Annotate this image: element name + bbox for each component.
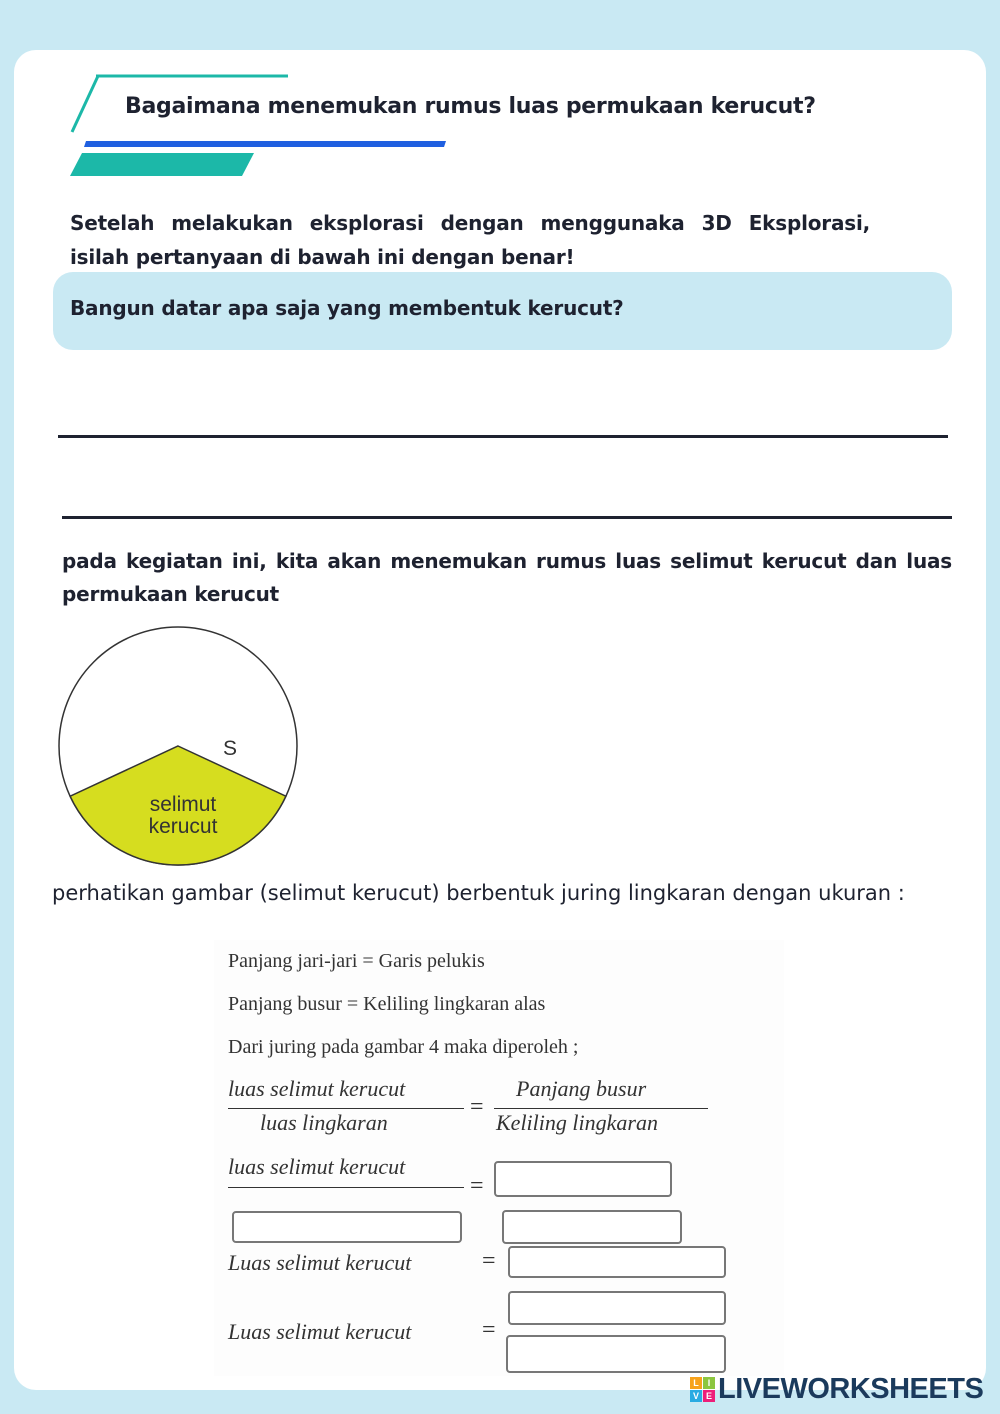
title-decoration <box>0 0 460 180</box>
deco-teal-bar <box>70 153 254 176</box>
frac-equals-2: = <box>470 1173 484 1199</box>
frac3-numerator: luas selimut kerucut <box>228 1154 406 1179</box>
question-box <box>53 272 952 350</box>
frac1-bar <box>228 1108 464 1109</box>
answer-box-denominator-left[interactable] <box>232 1211 462 1243</box>
deco-teal-slant <box>72 76 98 132</box>
answer-box-result-2-bottom[interactable] <box>506 1335 726 1373</box>
brand-text: LIVEWORKSHEETS <box>718 1373 984 1405</box>
frac3-bar <box>228 1187 464 1188</box>
frac2-numerator: Panjang busur <box>516 1076 647 1101</box>
cone-net-figure <box>50 622 310 872</box>
question-text: Bangun datar apa saja yang membentuk kerucut? <box>70 296 624 320</box>
logo-tile-4: E <box>703 1390 715 1402</box>
formula-line-radius: Panjang jari-jari = Garis pelukis <box>228 950 485 972</box>
liveworksheets-brand[interactable] <box>690 1373 983 1406</box>
result1-equals: = <box>482 1248 496 1274</box>
result1-label: Luas selimut kerucut <box>228 1250 412 1275</box>
answer-box-result-1[interactable] <box>508 1246 726 1278</box>
page-title: Bagaimana menemukan rumus luas permukaan kerucut? <box>125 94 816 119</box>
result2-equals: = <box>482 1317 496 1343</box>
deco-blue-bar <box>84 141 446 147</box>
formula-area <box>214 940 784 1376</box>
frac-equals-1: = <box>470 1094 484 1120</box>
answer-box-result-2-top[interactable] <box>508 1291 726 1325</box>
answer-box-numerator-1[interactable] <box>494 1161 672 1197</box>
frac2-denominator: Keliling lingkaran <box>496 1110 658 1135</box>
frac2-bar <box>494 1108 708 1109</box>
answer-line-1[interactable] <box>58 435 948 438</box>
label-s: S <box>223 737 238 760</box>
frac1-denominator: luas lingkaran <box>260 1110 388 1135</box>
logo-tile-2: I <box>703 1377 715 1389</box>
frac1-numerator: luas selimut kerucut <box>228 1076 406 1101</box>
logo-tile-1: L <box>690 1377 702 1389</box>
formula-line-derive: Dari juring pada gambar 4 maka diperoleh ; <box>228 1036 579 1058</box>
note-text: perhatikan gambar (selimut kerucut) berbentuk juring lingkaran dengan ukuran : <box>52 881 905 905</box>
sector-label-kerucut: kerucut <box>148 815 218 838</box>
answer-box-denominator-right[interactable] <box>502 1210 682 1244</box>
intro-text: Setelah melakukan eksplorasi dengan menggunaka 3D Eksplorasi, isilah pertanyaan di bawah ini dengan benar! <box>70 211 870 269</box>
answer-line-2[interactable] <box>62 516 952 519</box>
brand-logo-icon <box>690 1377 715 1402</box>
sector-label-selimut: selimut <box>149 793 217 816</box>
logo-tile-3: V <box>690 1390 702 1402</box>
activity-text: pada kegiatan ini, kita akan menemukan rumus luas selimut kerucut dan luas permukaan kerucut <box>62 549 952 606</box>
formula-line-arc: Panjang busur = Keliling lingkaran alas <box>228 993 546 1015</box>
result2-label: Luas selimut kerucut <box>228 1319 412 1344</box>
